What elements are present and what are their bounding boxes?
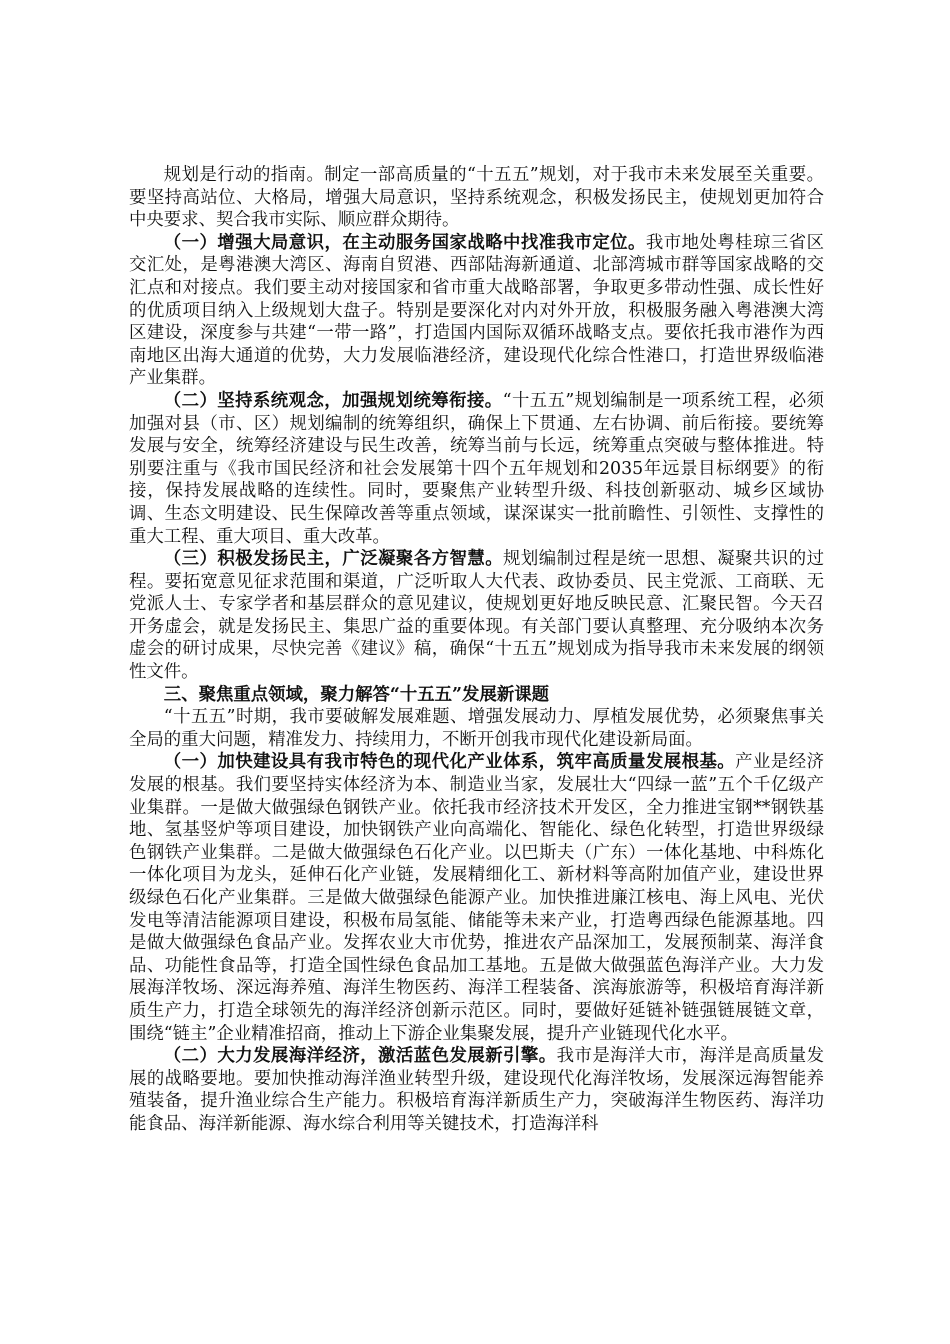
document-body xyxy=(129,164,824,1136)
section-intro-paragraph xyxy=(129,706,824,751)
intro-paragraph xyxy=(129,164,824,232)
paragraph-text: 我市地处粤桂琼三省区交汇处，是粤港澳大湾区、海南自贸港、西部陆海新通道、北部湾城市群等国家战略的交汇点和对接点。我们要主动对接国家和省市重大战略部署，争取更多带动性强、成长性好的优质项目纳入上级规划大盘子。特别是要深化对内对外开放，积极服务融入粤港澳大湾区建设，深度参与共建“一带一路”，打造国内国际双循环战略支点。要依托我市港作为西南地区出海大通道的优势，大力发展临港经济，建设现代化综合性港口，打造世界级临港产业集群。 xyxy=(129,232,824,389)
paragraph-text: “十五五”规划编制是一项系统工程，必须加强对县（市、区）规划编制的统筹组织，确保上下贯通、左右协调、前后衔接。要统筹发展与安全，统筹经济建设与民生改善，统筹当前与长远，统筹重点突破与整体推进。特别要注重与《我市国民经济和社会发展第十四个五年规划和2035年远景目标纲要》的衔接，保持发展战略的连续性。同时，要聚焦产业转型升级、科技创新驱动、城乡区域协调、生态文明建设、民生保障改善等重点领域，谋深谋实一批前瞻性、引领性、支撑性的重大工程、重大项目、重大改革。 xyxy=(129,390,824,547)
paragraph-text: 规划编制过程是统一思想、凝聚共识的过程。要拓宽意见征求范围和渠道，广泛听取人大代表、政协委员、民主党派、工商联、无党派人士、专家学者和基层群众的意见建议，使规划更好地反映民意、汇聚民智。今天召开务虚会，就是发扬民主、集思广益的重要体现。有关部门要认真整理、充分吸纳本次务虚会的研讨成果，尽快完善《建议》稿，确保“十五五”规划成为指导我市未来发展的纲领性文件。 xyxy=(129,549,824,683)
heading-text: 三、聚焦重点领域，聚力解答“十五五”发展新课题 xyxy=(163,684,550,705)
paragraph-text: 产业是经济发展的根基。我们要坚持实体经济为本、制造业当家，发展壮大“四绿一蓝”五个千亿级产业集群。一是做大做强绿色钢铁产业。依托我市经济技术开发区，全力推进宝钢**钢铁基地、氢基竖炉等项目建设，加快钢铁产业向高端化、智能化、绿色化转型，打造世界级绿色钢铁产业集群。二是做大做强绿色石化产业。以巴斯夫（广东）一体化基地、中科炼化一体化项目为龙头，延伸石化产业链，发展精细化工、新材料等高附加值产业，建设世界级绿色石化产业集群。三是做大做强绿色能源产业。加快推进廉江核电、海上风电、光伏发电等清洁能源项目建设，积极布局氢能、储能等未来产业，打造粤西绿色能源基地。四是做大做强绿色食品产业。发挥农业大市优势，推进农产品深加工，发展预制菜、海洋食品、功能性食品等，打造全国性绿色食品加工基地。五是做大做强蓝色海洋产业。大力发展海洋牧场、深远海养殖、海洋生物医药、海洋工程装备、滨海旅游等，积极培育海洋新质生产力，打造全球领先的海洋经济创新示范区。同时，要做好延链补链强链展链文章，围绕“链主”企业精准招商，推动上下游企业集聚发展，提升产业链现代化水平。 xyxy=(129,752,824,1044)
section-paragraph-3 xyxy=(129,548,824,684)
section-paragraph-1 xyxy=(129,232,824,390)
paragraph-text: “十五五”时期，我市要破解发展难题、增强发展动力、厚植发展优势，必须聚焦事关全局的重大问题，精准发力、持续用力，不断开创我市现代化建设新局面。 xyxy=(129,707,824,750)
paragraph-lead: （三）积极发扬民主，广泛凝聚各方智慧。 xyxy=(163,549,504,570)
section-heading xyxy=(129,684,824,707)
paragraph-lead: （一）加快建设具有我市特色的现代化产业体系，筑牢高质量发展根基。 xyxy=(163,752,736,773)
paragraph-text: 我市是海洋大市，海洋是高质量发展的战略要地。要加快推动海洋渔业转型升级，建设现代化海洋牧场，发展深远海智能养殖装备，提升渔业综合生产能力。积极培育海洋新质生产力，突破海洋生物医药、海洋功能食品、海洋新能源、海水综合利用等关键技术，打造海洋科 xyxy=(129,1046,824,1134)
ocean-economy-paragraph xyxy=(129,1045,824,1135)
paragraph-text: 规划是行动的指南。制定一部高质量的“十五五”规划，对于我市未来发展至关重要。要坚持高站位、大格局，增强大局意识，坚持系统观念，积极发扬民主，使规划更加符合中央要求、契合我市实际、顺应群众期待。 xyxy=(129,165,824,231)
industry-paragraph xyxy=(129,751,824,1045)
section-paragraph-2 xyxy=(129,390,824,548)
paragraph-lead: （一）增强大局意识，在主动服务国家战略中找准我市定位。 xyxy=(163,232,646,253)
paragraph-lead: （二）大力发展海洋经济，激活蓝色发展新引擎。 xyxy=(163,1046,557,1067)
paragraph-lead: （二）坚持系统观念，加强规划统筹衔接。 xyxy=(163,390,503,411)
